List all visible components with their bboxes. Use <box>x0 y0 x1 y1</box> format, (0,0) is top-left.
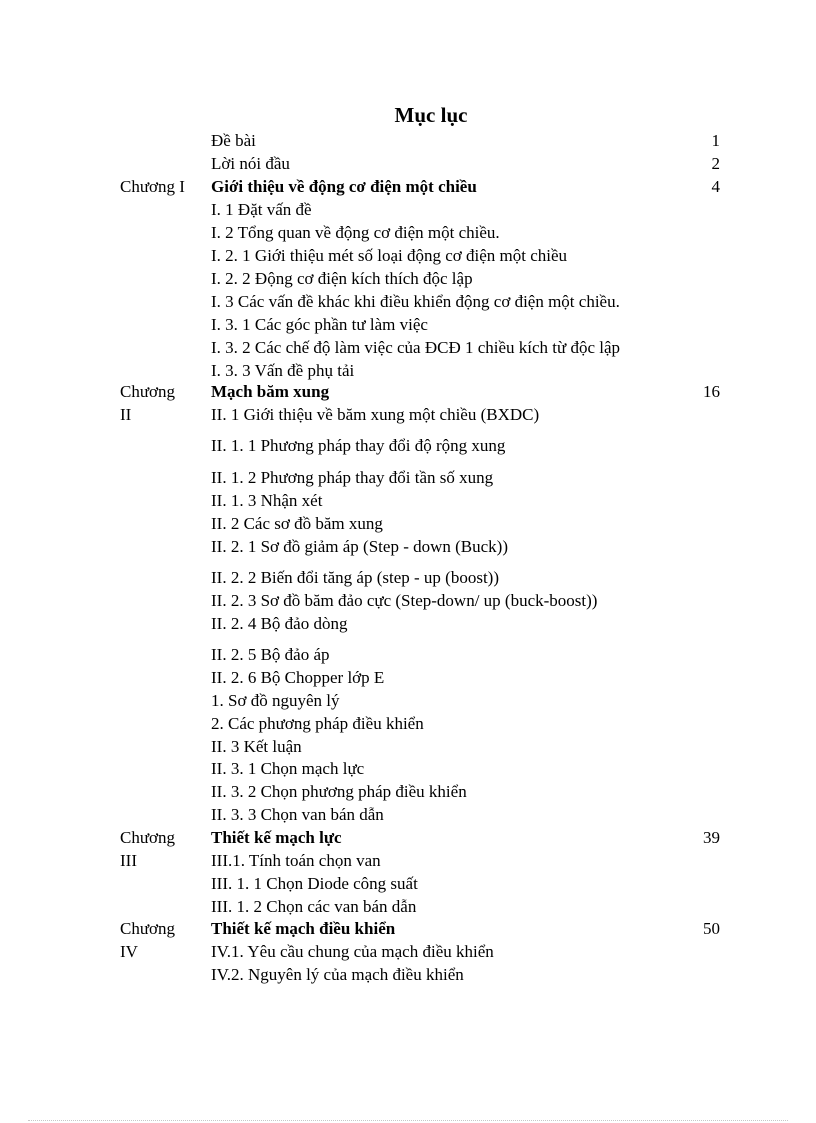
toc-row <box>0 336 816 359</box>
toc-row <box>0 872 816 895</box>
toc-entry: III.1. Tính toán chọn van <box>211 851 381 870</box>
toc-row <box>0 940 816 963</box>
toc-row <box>0 313 816 336</box>
toc-entry: II. 2. 3 Sơ đồ băm đảo cực (Step-down/ up (buck-boost)) <box>211 591 598 610</box>
toc-entry: II. 2. 1 Sơ đồ giảm áp (Step - down (Buck)) <box>211 537 508 556</box>
toc-row <box>0 849 816 872</box>
toc-row <box>0 434 816 457</box>
toc-chapter-label: Chương <box>120 919 176 938</box>
toc-row <box>0 403 816 426</box>
toc-page-number: 50 <box>703 919 720 938</box>
toc-entry: II. 3. 2 Chọn phương pháp điều khiển <box>211 782 467 801</box>
toc-entry: II. 3. 3 Chọn van bán dẫn <box>211 805 384 824</box>
toc-page-number: 4 <box>711 177 720 196</box>
toc-entry: II. 2. 6 Bộ Chopper lớp E <box>211 668 385 687</box>
toc-row <box>0 780 816 803</box>
toc-row <box>0 152 816 175</box>
toc-row <box>0 290 816 313</box>
toc-entry: I. 2. 2 Động cơ điện kích thích độc lập <box>211 269 473 288</box>
toc-row <box>0 689 816 712</box>
toc-entry: Đề bài <box>211 131 256 150</box>
toc-row <box>0 535 816 558</box>
toc-chapter-label: IV <box>120 942 138 961</box>
toc-entry: I. 2. 1 Giới thiệu mét số loại động cơ điện một chiều <box>211 246 568 265</box>
toc-entry: II. 3 Kết luận <box>211 737 302 756</box>
toc-row <box>0 963 816 986</box>
toc-entry: 1. Sơ đồ nguyên lý <box>211 691 340 710</box>
toc-row <box>0 895 816 918</box>
toc-entry: II. 2. 5 Bộ đảo áp <box>211 645 330 664</box>
page-title: Mục lục <box>394 103 468 127</box>
toc-chapter-title: Giới thiệu về động cơ điện một chiều <box>211 177 477 196</box>
toc-entry: I. 3. 3 Vấn đề phụ tải <box>211 361 355 380</box>
toc-entry: IV.1. Yêu cầu chung của mạch điều khiển <box>211 942 494 961</box>
page-divider <box>28 1120 788 1121</box>
toc-row <box>0 198 816 221</box>
toc-row <box>0 612 816 635</box>
toc-entry: I. 3. 2 Các chế độ làm việc của ĐCĐ 1 chiều kích từ độc lập <box>211 338 621 357</box>
toc-chapter-label: Chương <box>120 382 176 401</box>
toc-row <box>0 175 816 198</box>
toc-chapter-label: II <box>120 405 132 424</box>
toc-chapter-label: III <box>120 851 137 870</box>
toc-page-number: 39 <box>703 828 720 847</box>
toc-entry: IV.2. Nguyên lý của mạch điều khiển <box>211 965 464 984</box>
toc-entry: I. 2 Tổng quan về động cơ điện một chiều. <box>211 223 500 242</box>
toc-entry: III. 1. 1 Chọn Diode công suất <box>211 874 418 893</box>
toc-row <box>0 826 816 849</box>
toc-row <box>0 566 816 589</box>
toc-row <box>0 712 816 735</box>
toc-row <box>0 129 816 152</box>
toc-row <box>0 466 816 489</box>
toc-entry: II. 1 Giới thiệu về băm xung một chiều (BXDC) <box>211 405 540 424</box>
toc-row <box>0 380 816 403</box>
toc-entry: II. 1. 3 Nhận xét <box>211 491 323 510</box>
toc-entry: II. 2 Các sơ đồ băm xung <box>211 514 383 533</box>
toc-row <box>0 666 816 689</box>
toc-entry: I. 3 Các vấn đề khác khi điều khiển động cơ điện một chiều. <box>211 292 620 311</box>
toc-entry: II. 2. 2 Biến đổi tăng áp (step - up (boost)) <box>211 568 499 587</box>
toc-row <box>0 803 816 826</box>
toc-row <box>0 244 816 267</box>
toc-entry: I. 3. 1 Các góc phần tư làm việc <box>211 315 428 334</box>
toc-chapter-label: Chương I <box>120 177 185 196</box>
toc-row <box>0 359 816 382</box>
toc-row <box>0 267 816 290</box>
toc-entry: II. 1. 2 Phương pháp thay đổi tần số xung <box>211 468 494 487</box>
toc-page-number: 16 <box>703 382 720 401</box>
toc-entry: Lời nói đầu <box>211 154 290 173</box>
toc-entry: 2. Các phương pháp điều khiển <box>211 714 424 733</box>
toc-row <box>0 489 816 512</box>
toc-entry: III. 1. 2 Chọn các van bán dẫn <box>211 897 417 916</box>
toc-chapter-title: Mạch băm xung <box>211 382 330 401</box>
toc-entry: II. 1. 1 Phương pháp thay đổi độ rộng xung <box>211 436 506 455</box>
toc-entry: I. 1 Đặt vấn đề <box>211 200 312 219</box>
toc-page-number: 2 <box>711 154 720 173</box>
toc-entry: II. 2. 4 Bộ đảo dòng <box>211 614 348 633</box>
toc-chapter-label: Chương <box>120 828 176 847</box>
toc-row <box>0 512 816 535</box>
toc-row <box>0 589 816 612</box>
toc-page-number: 1 <box>711 131 720 150</box>
toc-row <box>0 757 816 780</box>
toc-row <box>0 917 816 940</box>
toc-row <box>0 735 816 758</box>
toc-entry: II. 3. 1 Chọn mạch lực <box>211 759 365 778</box>
toc-chapter-title: Thiết kế mạch điều khiển <box>211 919 396 938</box>
toc-row <box>0 643 816 666</box>
toc-row <box>0 221 816 244</box>
toc-chapter-title: Thiết kế mạch lực <box>211 828 342 847</box>
